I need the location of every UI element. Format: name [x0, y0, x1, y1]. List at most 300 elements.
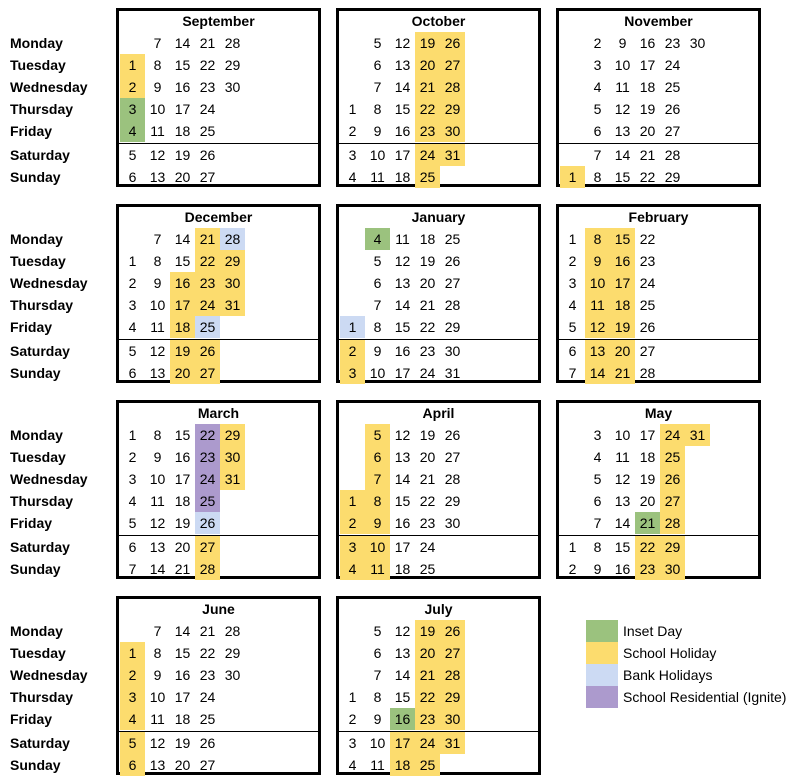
day-cell: 13: [394, 645, 411, 661]
day-cell: 26: [440, 32, 465, 54]
day-cell: 12: [149, 515, 166, 531]
day-cell: 4: [593, 449, 602, 465]
weekday-label-monday: Monday: [10, 427, 63, 443]
day-cell: 16: [610, 250, 635, 272]
month-title: September: [182, 13, 255, 29]
day-cell: 23: [195, 446, 220, 468]
day-cell: 20: [174, 169, 191, 185]
day-cell: 11: [615, 79, 630, 95]
day-cell: 5: [365, 424, 390, 446]
day-cell: 8: [585, 228, 610, 250]
day-cell: 15: [394, 319, 411, 335]
day-cell: 13: [394, 57, 411, 73]
day-cell: 3: [340, 362, 365, 384]
legend-swatch-school: [586, 642, 618, 664]
day-cell: 17: [639, 427, 656, 443]
day-cell: 22: [635, 536, 660, 558]
day-cell: 6: [593, 493, 602, 509]
day-cell: 28: [664, 147, 681, 163]
day-cell: 12: [394, 427, 411, 443]
day-cell: 18: [394, 561, 411, 577]
day-cell: 8: [373, 101, 382, 117]
day-cell: 1: [348, 101, 357, 117]
day-cell: 28: [639, 365, 656, 381]
day-cell: 17: [394, 365, 411, 381]
day-cell: 21: [610, 362, 635, 384]
day-cell: 10: [365, 536, 390, 558]
day-cell: 16: [174, 667, 191, 683]
month-september: [116, 8, 321, 187]
day-cell: 8: [593, 539, 602, 555]
month-title: April: [422, 405, 455, 421]
day-cell: 12: [394, 253, 411, 269]
day-cell: 19: [419, 427, 436, 443]
day-cell: 20: [419, 275, 436, 291]
day-cell: 15: [614, 539, 631, 555]
day-cell: 10: [149, 471, 166, 487]
day-cell: 12: [149, 147, 166, 163]
day-cell: 16: [394, 515, 411, 531]
day-cell: 19: [170, 340, 195, 362]
day-cell: 3: [120, 98, 145, 120]
weekday-label-thursday: Thursday: [10, 493, 74, 509]
day-cell: 27: [444, 449, 461, 465]
day-cell: 4: [340, 558, 365, 580]
day-cell: 2: [568, 561, 577, 577]
month-april: [336, 400, 541, 579]
weekend-divider: [559, 339, 758, 340]
day-cell: 18: [174, 123, 191, 139]
month-june: [116, 596, 321, 775]
month-october: [336, 8, 541, 187]
day-cell: 13: [149, 169, 166, 185]
day-cell: 1: [568, 231, 577, 247]
day-cell: 28: [224, 623, 241, 639]
day-cell: 5: [373, 35, 382, 51]
weekend-divider: [339, 731, 538, 732]
day-cell: 16: [394, 123, 411, 139]
day-cell: 27: [195, 536, 220, 558]
day-cell: 28: [444, 471, 461, 487]
day-cell: 25: [444, 231, 461, 247]
day-cell: 4: [120, 708, 145, 730]
day-cell: 14: [614, 147, 631, 163]
day-cell: 5: [593, 101, 602, 117]
day-cell: 14: [394, 79, 411, 95]
day-cell: 14: [394, 297, 411, 313]
day-cell: 21: [639, 147, 656, 163]
legend-label-residential: School Residential (Ignite): [623, 689, 787, 705]
day-cell: 3: [128, 471, 137, 487]
day-cell: 12: [394, 623, 411, 639]
day-cell: 28: [440, 664, 465, 686]
day-cell: 8: [365, 490, 390, 512]
day-cell: 21: [415, 76, 440, 98]
day-cell: 2: [120, 76, 145, 98]
day-cell: 26: [444, 427, 461, 443]
day-cell: 31: [444, 365, 461, 381]
day-cell: 19: [415, 32, 440, 54]
day-cell: 10: [149, 297, 166, 313]
day-cell: 13: [585, 340, 610, 362]
day-cell: 1: [568, 539, 577, 555]
day-cell: 11: [150, 123, 165, 139]
day-cell: 1: [120, 642, 145, 664]
day-cell: 25: [639, 297, 656, 313]
weekday-label-monday: Monday: [10, 623, 63, 639]
day-cell: 4: [128, 493, 137, 509]
day-cell: 22: [195, 424, 220, 446]
day-cell: 21: [195, 228, 220, 250]
weekday-label-thursday: Thursday: [10, 689, 74, 705]
day-cell: 7: [365, 468, 390, 490]
day-cell: 31: [220, 294, 245, 316]
month-january: [336, 204, 541, 383]
day-cell: 8: [153, 645, 162, 661]
day-cell: 10: [614, 57, 631, 73]
day-cell: 1: [128, 253, 137, 269]
day-cell: 11: [150, 711, 165, 727]
day-cell: 16: [614, 561, 631, 577]
day-cell: 10: [369, 365, 386, 381]
day-cell: 11: [370, 169, 385, 185]
day-cell: 26: [440, 620, 465, 642]
day-cell: 5: [568, 319, 577, 335]
day-cell: 15: [174, 253, 191, 269]
day-cell: 17: [390, 732, 415, 754]
day-cell: 15: [174, 57, 191, 73]
day-cell: 14: [174, 231, 191, 247]
day-cell: 26: [199, 147, 216, 163]
day-cell: 16: [174, 79, 191, 95]
day-cell: 9: [373, 711, 382, 727]
day-cell: 25: [419, 561, 436, 577]
weekend-divider: [339, 143, 538, 144]
day-cell: 23: [415, 708, 440, 730]
day-cell: 28: [444, 297, 461, 313]
day-cell: 23: [635, 558, 660, 580]
day-cell: 29: [220, 250, 245, 272]
day-cell: 18: [419, 231, 436, 247]
day-cell: 9: [585, 250, 610, 272]
day-cell: 19: [415, 620, 440, 642]
day-cell: 19: [174, 735, 191, 751]
day-cell: 15: [394, 689, 411, 705]
day-cell: 7: [153, 231, 162, 247]
day-cell: 22: [419, 319, 436, 335]
day-cell: 29: [224, 645, 241, 661]
day-cell: 31: [685, 424, 710, 446]
day-cell: 24: [195, 294, 220, 316]
day-cell: 30: [440, 708, 465, 730]
day-cell: 11: [150, 493, 165, 509]
day-cell: 22: [199, 645, 216, 661]
day-cell: 22: [639, 231, 656, 247]
day-cell: 7: [373, 297, 382, 313]
month-february: [556, 204, 761, 383]
weekend-divider: [339, 339, 538, 340]
day-cell: 9: [153, 275, 162, 291]
month-title: June: [202, 601, 235, 617]
day-cell: 23: [419, 515, 436, 531]
day-cell: 2: [120, 664, 145, 686]
day-cell: 12: [585, 316, 610, 338]
day-cell: 13: [149, 757, 166, 773]
month-title: December: [184, 209, 253, 225]
day-cell: 25: [660, 446, 685, 468]
day-cell: 25: [195, 316, 220, 338]
day-cell: 20: [610, 340, 635, 362]
day-cell: 6: [568, 343, 577, 359]
weekday-label-monday: Monday: [10, 35, 63, 51]
month-title: January: [411, 209, 466, 225]
day-cell: 13: [614, 493, 631, 509]
day-cell: 22: [415, 98, 440, 120]
day-cell: 17: [174, 471, 191, 487]
day-cell: 6: [365, 446, 390, 468]
day-cell: 16: [170, 272, 195, 294]
day-cell: 2: [340, 512, 365, 534]
day-cell: 21: [419, 297, 436, 313]
day-cell: 31: [440, 732, 465, 754]
day-cell: 18: [639, 79, 656, 95]
day-cell: 3: [593, 57, 602, 73]
day-cell: 3: [340, 536, 365, 558]
day-cell: 4: [128, 319, 137, 335]
day-cell: 11: [150, 319, 165, 335]
day-cell: 26: [195, 512, 220, 534]
weekday-label-wednesday: Wednesday: [10, 275, 88, 291]
weekday-label-friday: Friday: [10, 711, 53, 727]
day-cell: 18: [639, 449, 656, 465]
day-cell: 3: [568, 275, 577, 291]
month-may: [556, 400, 761, 579]
day-cell: 12: [614, 101, 631, 117]
day-cell: 11: [585, 294, 610, 316]
day-cell: 16: [390, 708, 415, 730]
day-cell: 15: [610, 228, 635, 250]
day-cell: 23: [419, 343, 436, 359]
day-cell: 25: [199, 711, 216, 727]
day-cell: 12: [149, 343, 166, 359]
weekday-label-tuesday: Tuesday: [10, 645, 66, 661]
day-cell: 22: [415, 686, 440, 708]
day-cell: 8: [153, 253, 162, 269]
day-cell: 10: [149, 101, 166, 117]
weekday-label-tuesday: Tuesday: [10, 253, 66, 269]
month-november: [556, 8, 761, 187]
day-cell: 9: [373, 123, 382, 139]
day-cell: 10: [369, 735, 386, 751]
day-cell: 20: [170, 362, 195, 384]
weekday-label-wednesday: Wednesday: [10, 471, 88, 487]
day-cell: 29: [660, 536, 685, 558]
day-cell: 1: [340, 316, 365, 338]
day-cell: 30: [444, 343, 461, 359]
day-cell: 4: [593, 79, 602, 95]
day-cell: 29: [444, 319, 461, 335]
day-cell: 19: [174, 515, 191, 531]
day-cell: 25: [664, 79, 681, 95]
day-cell: 20: [174, 757, 191, 773]
day-cell: 27: [440, 54, 465, 76]
day-cell: 2: [128, 275, 137, 291]
day-cell: 18: [390, 754, 415, 776]
day-cell: 15: [394, 493, 411, 509]
day-cell: 25: [415, 166, 440, 188]
day-cell: 5: [128, 515, 137, 531]
day-cell: 1: [128, 427, 137, 443]
day-cell: 24: [419, 365, 436, 381]
day-cell: 15: [614, 169, 631, 185]
day-cell: 17: [610, 272, 635, 294]
day-cell: 27: [199, 169, 216, 185]
day-cell: 9: [593, 561, 602, 577]
day-cell: 7: [128, 561, 137, 577]
day-cell: 26: [639, 319, 656, 335]
day-cell: 23: [639, 253, 656, 269]
day-cell: 4: [348, 169, 357, 185]
weekday-label-tuesday: Tuesday: [10, 449, 66, 465]
day-cell: 2: [340, 340, 365, 362]
day-cell: 24: [639, 275, 656, 291]
day-cell: 30: [224, 667, 241, 683]
day-cell: 5: [120, 732, 145, 754]
day-cell: 7: [153, 623, 162, 639]
day-cell: 1: [348, 689, 357, 705]
day-cell: 21: [174, 561, 191, 577]
day-cell: 30: [224, 79, 241, 95]
weekend-divider: [119, 535, 318, 536]
day-cell: 20: [174, 539, 191, 555]
day-cell: 2: [348, 123, 357, 139]
day-cell: 18: [170, 316, 195, 338]
day-cell: 5: [128, 343, 137, 359]
day-cell: 9: [373, 343, 382, 359]
day-cell: 2: [128, 449, 137, 465]
day-cell: 7: [373, 667, 382, 683]
day-cell: 20: [639, 493, 656, 509]
day-cell: 14: [394, 667, 411, 683]
month-july: [336, 596, 541, 775]
day-cell: 12: [614, 471, 631, 487]
day-cell: 22: [419, 493, 436, 509]
day-cell: 29: [444, 493, 461, 509]
day-cell: 28: [220, 228, 245, 250]
legend-swatch-inset: [586, 620, 618, 642]
day-cell: 20: [415, 642, 440, 664]
day-cell: 19: [639, 471, 656, 487]
day-cell: 8: [373, 319, 382, 335]
day-cell: 17: [170, 294, 195, 316]
day-cell: 5: [593, 471, 602, 487]
day-cell: 29: [440, 686, 465, 708]
weekday-label-saturday: Saturday: [10, 735, 70, 751]
day-cell: 30: [220, 446, 245, 468]
day-cell: 6: [373, 275, 382, 291]
day-cell: 4: [120, 120, 145, 142]
day-cell: 23: [199, 667, 216, 683]
day-cell: 30: [440, 120, 465, 142]
day-cell: 21: [199, 35, 216, 51]
day-cell: 27: [660, 490, 685, 512]
day-cell: 16: [394, 343, 411, 359]
weekday-label-wednesday: Wednesday: [10, 667, 88, 683]
day-cell: 16: [174, 449, 191, 465]
day-cell: 9: [365, 512, 390, 534]
month-december: [116, 204, 321, 383]
day-cell: 11: [615, 449, 630, 465]
day-cell: 1: [560, 166, 585, 188]
legend-swatch-residential: [586, 686, 618, 708]
day-cell: 12: [394, 35, 411, 51]
day-cell: 19: [610, 316, 635, 338]
month-title: March: [197, 405, 240, 421]
day-cell: 8: [593, 169, 602, 185]
day-cell: 24: [199, 101, 216, 117]
day-cell: 17: [174, 689, 191, 705]
day-cell: 17: [639, 57, 656, 73]
day-cell: 4: [348, 757, 357, 773]
day-cell: 25: [415, 754, 440, 776]
day-cell: 18: [610, 294, 635, 316]
day-cell: 10: [585, 272, 610, 294]
weekday-label-saturday: Saturday: [10, 343, 70, 359]
day-cell: 19: [639, 101, 656, 117]
weekday-label-thursday: Thursday: [10, 297, 74, 313]
day-cell: 17: [174, 101, 191, 117]
weekday-label-tuesday: Tuesday: [10, 57, 66, 73]
legend-label-inset: Inset Day: [623, 623, 683, 639]
day-cell: 14: [585, 362, 610, 384]
day-cell: 16: [639, 35, 656, 51]
day-cell: 29: [440, 98, 465, 120]
day-cell: 3: [348, 735, 357, 751]
day-cell: 24: [199, 689, 216, 705]
day-cell: 9: [153, 449, 162, 465]
day-cell: 24: [664, 57, 681, 73]
day-cell: 11: [370, 757, 385, 773]
day-cell: 15: [174, 427, 191, 443]
day-cell: 13: [394, 275, 411, 291]
weekday-label-saturday: Saturday: [10, 539, 70, 555]
day-cell: 3: [128, 297, 137, 313]
day-cell: 2: [593, 35, 602, 51]
day-cell: 24: [419, 539, 436, 555]
day-cell: 15: [394, 101, 411, 117]
day-cell: 12: [149, 735, 166, 751]
day-cell: 3: [593, 427, 602, 443]
day-cell: 26: [664, 101, 681, 117]
day-cell: 18: [394, 169, 411, 185]
day-cell: 2: [348, 711, 357, 727]
day-cell: 14: [394, 471, 411, 487]
weekend-divider: [119, 339, 318, 340]
day-cell: 26: [660, 468, 685, 490]
day-cell: 19: [419, 253, 436, 269]
day-cell: 14: [174, 35, 191, 51]
day-cell: 17: [394, 539, 411, 555]
day-cell: 21: [419, 471, 436, 487]
weekday-label-sunday: Sunday: [10, 169, 61, 185]
day-cell: 29: [664, 169, 681, 185]
month-title: May: [644, 405, 673, 421]
day-cell: 1: [120, 54, 145, 76]
legend-label-bank: Bank Holidays: [623, 667, 713, 683]
weekend-divider: [119, 143, 318, 144]
weekday-label-friday: Friday: [10, 123, 53, 139]
day-cell: 15: [174, 645, 191, 661]
